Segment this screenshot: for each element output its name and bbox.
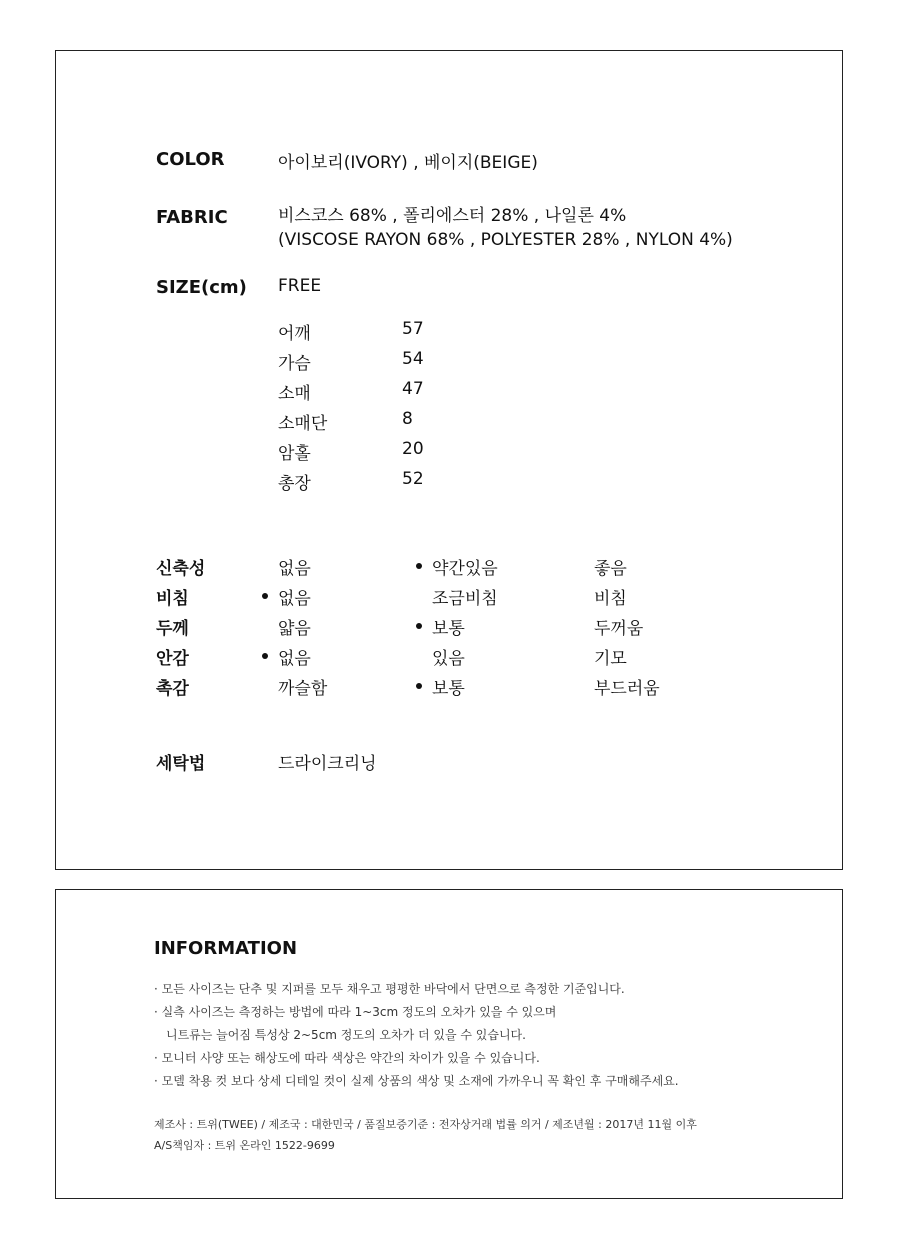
size-row-name: 암홀 — [278, 444, 311, 464]
information-title: INFORMATION — [154, 938, 298, 959]
size-row-value: 20 — [402, 439, 424, 459]
color-label: COLOR — [156, 149, 225, 170]
wash-value: 드라이크리닝 — [278, 754, 377, 774]
selected-bullet-icon — [262, 593, 268, 599]
fabric-value-english: (VISCOSE RAYON 68% , POLYESTER 28% , NYLON 4%) — [278, 230, 733, 250]
attribute-option: 비침 — [594, 589, 627, 609]
size-row-name: 총장 — [278, 474, 311, 494]
attribute-option: 보통 — [432, 619, 465, 639]
size-row-value: 47 — [402, 379, 424, 399]
size-row-name: 가슴 — [278, 354, 311, 374]
attribute-option: 부드러움 — [594, 679, 660, 699]
size-label: SIZE(cm) — [156, 277, 247, 298]
size-row-value: 57 — [402, 319, 424, 339]
color-value: 아이보리(IVORY) , 베이지(BEIGE) — [278, 153, 538, 173]
attribute-option: 없음 — [278, 559, 311, 579]
attribute-label: 두께 — [156, 619, 189, 639]
selected-bullet-icon — [262, 653, 268, 659]
attribute-label: 비침 — [156, 589, 189, 609]
attribute-option: 있음 — [432, 649, 465, 669]
size-row-value: 8 — [402, 409, 413, 429]
wash-label: 세탁법 — [156, 754, 206, 774]
attribute-option: 두꺼움 — [594, 619, 644, 639]
attribute-option: 기모 — [594, 649, 627, 669]
attribute-label: 신축성 — [156, 559, 206, 579]
attribute-label: 안감 — [156, 649, 189, 669]
fabric-value-korean: 비스코스 68% , 폴리에스터 28% , 나일론 4% — [278, 206, 627, 226]
info-note: · 모델 착용 컷 보다 상세 디테일 컷이 실제 상품의 색상 및 소재에 가까우니 꼭 확인 후 구매해주세요. — [154, 1074, 679, 1088]
attribute-option: 없음 — [278, 589, 311, 609]
attribute-option: 얇음 — [278, 619, 311, 639]
info-note: · 모니터 사양 또는 해상도에 따라 색상은 약간의 차이가 있을 수 있습니다. — [154, 1051, 540, 1065]
fabric-label: FABRIC — [156, 207, 228, 228]
size-row-name: 소매 — [278, 384, 311, 404]
attribute-option: 좋음 — [594, 559, 627, 579]
selected-bullet-icon — [416, 683, 422, 689]
selected-bullet-icon — [416, 563, 422, 569]
attribute-option: 까슬함 — [278, 679, 328, 699]
size-row-name: 어깨 — [278, 324, 311, 344]
attribute-label: 촉감 — [156, 679, 189, 699]
attribute-option: 조금비침 — [432, 589, 498, 609]
info-note: 니트류는 늘어짐 특성상 2~5cm 정도의 오차가 더 있을 수 있습니다. — [166, 1028, 526, 1042]
fabric-value — [278, 204, 733, 252]
size-row-value: 54 — [402, 349, 424, 369]
as-contact-info: A/S책임자 : 트위 온라인 1522-9699 — [154, 1139, 335, 1152]
product-spec-panel — [55, 50, 843, 870]
info-note: · 실측 사이즈는 측정하는 방법에 따라 1~3cm 정도의 오차가 있을 수 있으며 — [154, 1005, 557, 1019]
attribute-option: 약간있음 — [432, 559, 498, 579]
info-note: · 모든 사이즈는 단추 및 지퍼를 모두 채우고 평평한 바닥에서 단면으로 측정한 기준입니다. — [154, 982, 625, 996]
information-panel — [55, 889, 843, 1199]
size-value: FREE — [278, 276, 322, 296]
attribute-option: 보통 — [432, 679, 465, 699]
manufacturer-info: 제조사 : 트위(TWEE) / 제조국 : 대한민국 / 품질보증기준 : 전자상거래 법률 의거 / 제조년월 : 2017년 11월 이후 — [154, 1118, 697, 1131]
attribute-option: 없음 — [278, 649, 311, 669]
size-row-value: 52 — [402, 469, 424, 489]
size-row-name: 소매단 — [278, 414, 328, 434]
selected-bullet-icon — [416, 623, 422, 629]
